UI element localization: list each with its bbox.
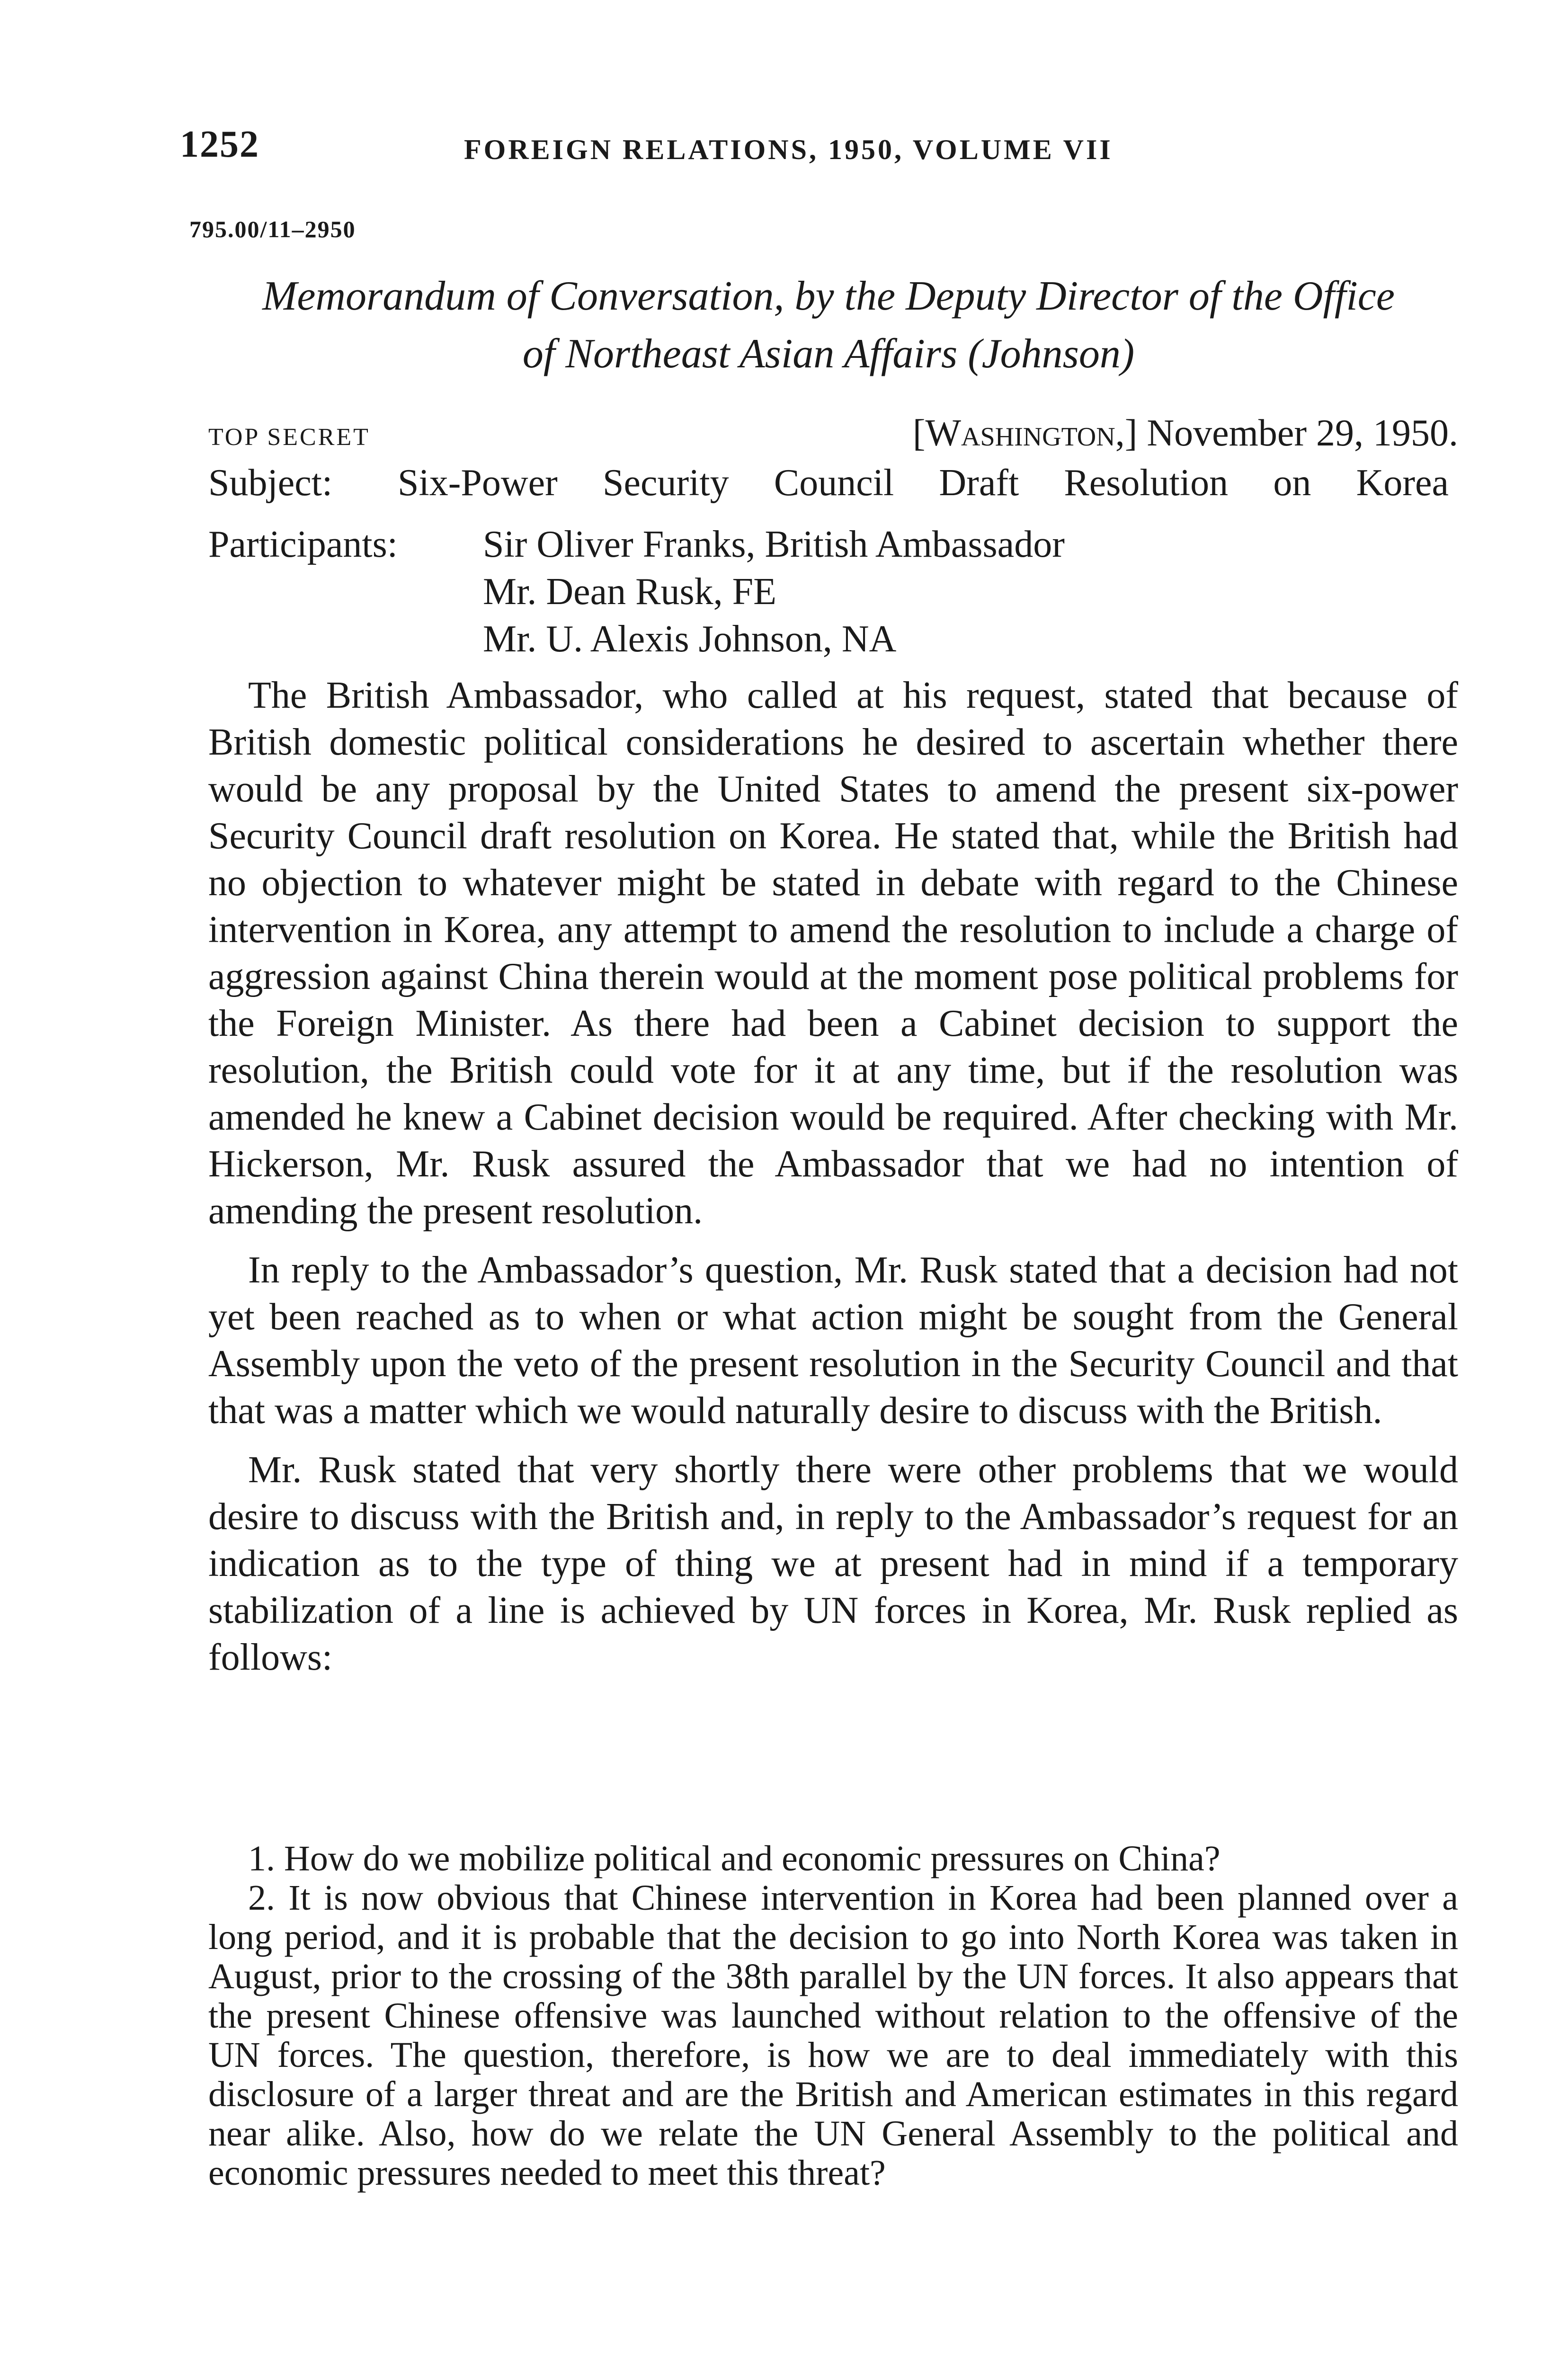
- file-number: 795.00/11–2950: [189, 216, 356, 242]
- subject-value: Six-Power Security Council Draft Resolution on Korea: [398, 462, 1449, 504]
- dateline-date: November 29, 1950.: [1147, 412, 1458, 454]
- meta-row: [208, 412, 1458, 464]
- body-paragraph: Mr. Rusk stated that very shortly there were other problems that we would desire to discuss with the British and, in reply to the Ambassador’s request for an indication as to the type of thing we at present had in mind if a temporary stabilization of a line is achieved by UN forces in Korea, Mr. Rusk replied as follows:: [208, 1449, 1458, 1678]
- numbered-list: [208, 1839, 1458, 2193]
- list-item: 2. It is now obvious that Chinese intervention in Korea had been planned over a long period, and it is probable that the decision to go into North Korea was taken in August, prior to the crossing of the 38th parallel by the UN forces. It also appears that the present Chinese offensive was launched without relation to the offensive of the UN forces. The question, therefore, is how we are to deal immediately with this disclosure of a larger threat and are the British and American estimates in this regard near alike. Also, how do we relate the UN General Assembly to the political and economic pressures needed to meet this threat?: [208, 1878, 1458, 2193]
- memo-body: [208, 672, 1458, 1693]
- participant-item: Mr. Dean Rusk, FE: [483, 571, 776, 613]
- document-title: [189, 267, 1468, 383]
- body-paragraph: In reply to the Ambassador’s question, Mr. Rusk stated that a decision had not yet been reached as to when or what action might be sought from the General Assembly upon the veto of the present resolution in the Security Council and that that was a matter which we would naturally desire to discuss with the British.: [208, 1249, 1458, 1432]
- dateline: [913, 412, 1458, 455]
- participants-list: [483, 521, 1458, 663]
- page-number: 1252: [180, 124, 259, 165]
- participants-label: Participants:: [208, 524, 398, 565]
- participant-item: Mr. U. Alexis Johnson, NA: [483, 618, 897, 660]
- subject-label: Subject:: [208, 462, 333, 504]
- running-title: FOREIGN RELATIONS, 1950, VOLUME VII: [464, 134, 1113, 165]
- document-title-line-2: of Northeast Asian Affairs (Johnson): [522, 331, 1135, 377]
- dateline-place: [Washington,]: [912, 412, 1138, 454]
- body-paragraph: The British Ambassador, who called at his request, stated that because of British domestic political considerations he desired to ascertain whether there would be any proposal by the United States to amend the present six-power Security Council draft resolution on Korea. He stated that, while the British had no objection to whatever might be stated in debate with regard to the Chinese intervention in Korea, any attempt to amend the resolution to include a charge of aggression against China therein would at the moment pose political problems for the Foreign Minister. As there had been a Cabinet decision to support the resolution, the British could vote for it at any time, but if the resolution was amended he knew a Cabinet decision would be required. After checking with Mr. Hickerson, Mr. Rusk assured the Ambassador that we had no intention of amending the present resolution.: [208, 675, 1458, 1232]
- list-item: 1. How do we mobilize political and economic pressures on China?: [248, 1839, 1221, 1878]
- page-header: [180, 123, 1458, 180]
- subject-line: [208, 462, 1458, 505]
- participant-item: Sir Oliver Franks, British Ambassador: [483, 524, 1065, 565]
- classification-marking: TOP SECRET: [208, 424, 370, 451]
- document-title-line-1: Memorandum of Conversation, by the Deputy Director of the Office: [262, 273, 1395, 319]
